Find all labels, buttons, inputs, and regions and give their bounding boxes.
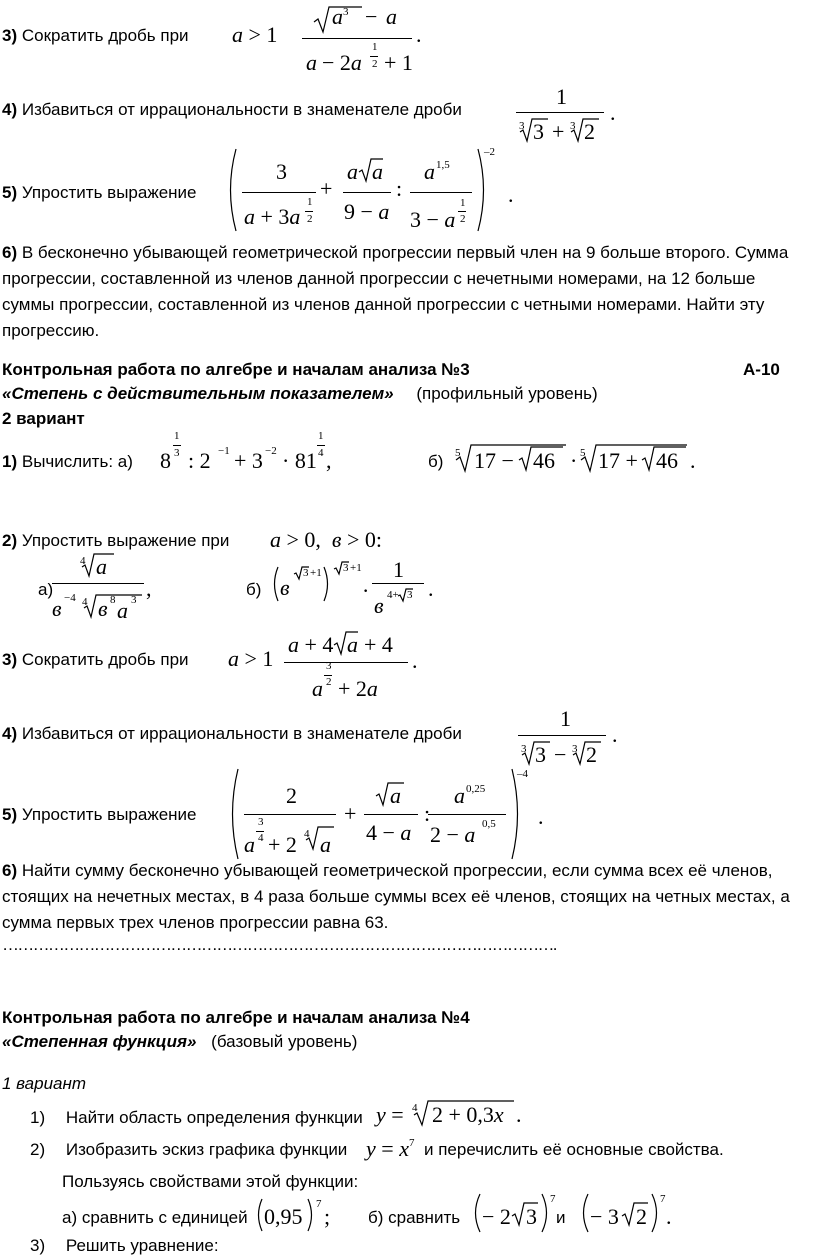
- task-number: 6): [2, 243, 18, 262]
- kr3-topic: «Степень с действительным показателем»: [2, 384, 394, 403]
- left-paren: [224, 148, 238, 232]
- task2a-label: а): [38, 580, 54, 599]
- item-number: 2): [30, 1140, 46, 1159]
- task-number: 6): [2, 861, 18, 880]
- task-text: В бесконечно убывающей геометрической прогрессии первый член на 9 больше второго. Сумма прогрессии, составленной из членов данной прогрессии с нечетными номерами, на 12 больше суммы прогрессии, составленной из членов данной прогрессии с четными номерами. Найти эту прогрессию.: [2, 243, 789, 340]
- compare-and: и: [556, 1208, 566, 1227]
- left-paren: [470, 1193, 482, 1233]
- v1-task4: [2, 100, 462, 120]
- left-paren: [254, 1198, 264, 1232]
- right-paren: [476, 148, 490, 232]
- compare-a-text: а) сравнить с единицей: [62, 1208, 248, 1227]
- left-paren: [226, 768, 240, 860]
- right-paren: [306, 1198, 316, 1232]
- kr3-task1: [2, 452, 133, 472]
- kr4-item2-note: Пользуясь свойствами этой функции:: [62, 1172, 359, 1191]
- task-number: 5): [2, 183, 18, 202]
- item-text: Изобразить эскиз графика функции: [65, 1140, 348, 1159]
- right-paren: [322, 566, 332, 602]
- kr3-variant: 2 вариант: [2, 409, 85, 428]
- task-text: Сократить дробь при: [21, 650, 189, 669]
- kr3-task2: [2, 531, 229, 551]
- task-number: 3): [2, 650, 18, 669]
- condition-formula: a > 0, в > 0:: [270, 527, 383, 552]
- item-text: Решить уравнение:: [65, 1236, 219, 1255]
- task-text: Избавиться от иррациональности в знаменателе дроби: [21, 100, 462, 119]
- left-paren: [270, 566, 280, 602]
- item-text-after: и перечислить её основные свойства.: [424, 1140, 724, 1159]
- right-paren: [510, 768, 524, 860]
- item-text: Найти область определения функции: [65, 1108, 363, 1127]
- kr4-subtitle: [2, 1032, 357, 1052]
- kr3-level: (профильный уровень): [416, 384, 598, 403]
- task-number: 3): [2, 26, 18, 45]
- compare-b-text: б) сравнить: [368, 1208, 461, 1227]
- task2b-label: б): [246, 580, 262, 599]
- kr3-subtitle: [2, 384, 598, 404]
- task-text: Упростить выражение: [21, 183, 197, 202]
- task-text: Упростить выражение: [21, 805, 197, 824]
- kr4-level: (базовый уровень): [211, 1032, 358, 1051]
- v1-task3: [2, 26, 189, 46]
- kr3-code: А-10: [743, 360, 780, 379]
- task-text: Избавиться от иррациональности в знаменателе дроби: [21, 724, 462, 743]
- v1-task6: [2, 240, 807, 344]
- left-paren: [578, 1193, 590, 1233]
- fraction-bar: [516, 112, 604, 113]
- kr3-task5: [2, 805, 196, 825]
- item-number: 3): [30, 1236, 46, 1255]
- task-text: Вычислить: а): [21, 452, 133, 471]
- kr4-title: Контрольная работа по алгебре и началам анализа №4: [2, 1008, 470, 1027]
- task-text: Упростить выражение при: [21, 531, 230, 550]
- fraction-bar: [302, 38, 412, 39]
- task-text: Найти сумму бесконечно убывающей геометрической прогрессии, если сумма всех её членов, стоящих на нечетных местах, в 4 раза больше суммы всех её членов, стоящих на четных местах, а сумма первых трех членов прогрессии равна 63.: [2, 861, 790, 932]
- item-number: 1): [30, 1108, 46, 1127]
- v1-task5: [2, 183, 196, 203]
- task1b-label: б): [428, 452, 444, 471]
- task-text: Сократить дробь при: [21, 26, 189, 45]
- task-number: 1): [2, 452, 18, 471]
- kr4-topic: «Степенная функция»: [2, 1032, 197, 1051]
- task-number: 5): [2, 805, 18, 824]
- kr3-task3: [2, 650, 189, 670]
- kr3-title: Контрольная работа по алгебре и началам анализа №3: [2, 360, 470, 379]
- kr4-item2: [30, 1140, 347, 1160]
- task-number: 4): [2, 100, 18, 119]
- kr4-item1: [30, 1108, 363, 1128]
- condition-formula: a > 1: [228, 646, 274, 671]
- kr3-task4: [2, 724, 462, 744]
- task-number: 2): [2, 531, 18, 550]
- kr3-task6: [2, 858, 807, 936]
- power-function-formula: $y = x^7$: [366, 1136, 415, 1161]
- task-number: 4): [2, 724, 18, 743]
- kr4-variant: 1 вариант: [2, 1074, 87, 1093]
- condition-formula: a > 1: [232, 22, 278, 47]
- dotted-separator: ……………………………………………………………………………………………….: [2, 935, 556, 954]
- kr4-item3: [30, 1236, 219, 1256]
